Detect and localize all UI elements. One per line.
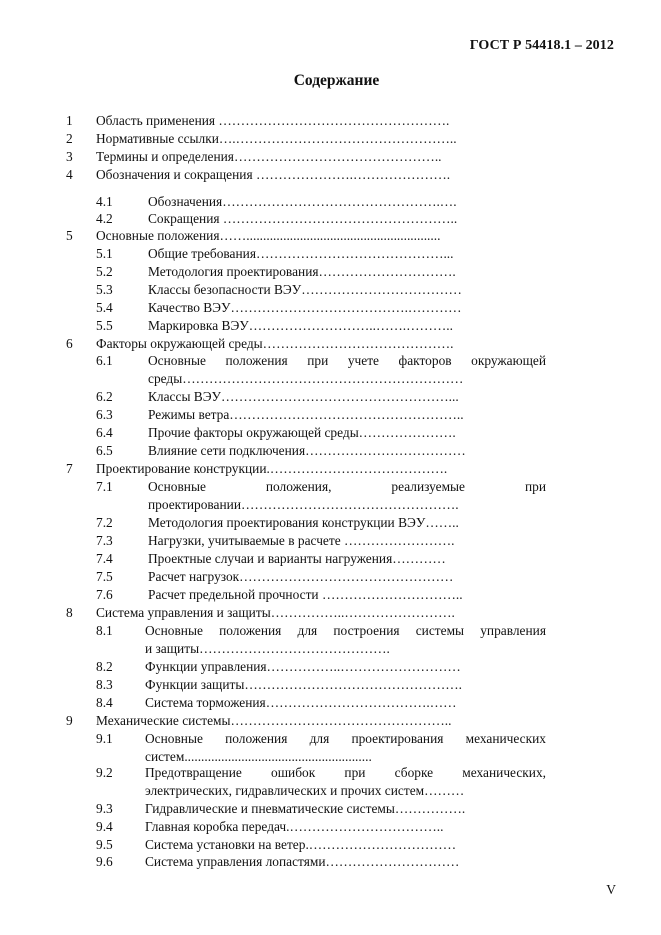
toc-entry-number: 7 <box>66 461 73 476</box>
toc-entry-title: Проектные случаи и варианты нагружения………… <box>148 551 446 566</box>
toc-entry-number: 6.3 <box>96 407 113 422</box>
toc-entry-title: Сокращения …………………………………………….. <box>148 211 458 226</box>
toc-entry-number: 7.2 <box>96 515 113 530</box>
toc-entry-title: Режимы ветра…………………………………………….. <box>148 407 464 422</box>
toc-entry-number: 5.5 <box>96 318 113 333</box>
toc-entry-title: Проектирование конструкции.…………………………………. <box>96 461 448 476</box>
toc-entry-number: 9.3 <box>96 801 113 816</box>
toc-entry-title: Функции управления……………..……………………… <box>145 659 461 674</box>
page-number: V <box>606 882 616 897</box>
toc-entry-number: 9.4 <box>96 819 113 834</box>
toc-entry-title: Методология проектирования…………………………. <box>148 264 456 279</box>
toc-entry-title: Классы ВЭУ……………………………………………... <box>148 389 459 404</box>
toc-entry-title-continued: и защиты……………………………………. <box>145 641 390 656</box>
toc-entry-title-continued: систем........................................................ <box>145 749 372 764</box>
toc-entry-title: Факторы окружающей среды……………………………………. <box>96 336 454 351</box>
toc-entry-number: 6.4 <box>96 425 113 440</box>
toc-entry-number: 7.3 <box>96 533 113 548</box>
toc-entry-title: Маркировка ВЭУ………………………..…….……….. <box>148 318 453 333</box>
toc-entry-number: 9.2 <box>96 765 113 780</box>
toc-entry-number: 1 <box>66 113 73 128</box>
toc-entry-number: 5.4 <box>96 300 113 315</box>
toc-entry-number: 7.6 <box>96 587 113 602</box>
toc-entry-number: 6.2 <box>96 389 113 404</box>
toc-entry-title: Механические системы………………………………………….. <box>96 713 452 728</box>
toc-entry-title: Обозначения и сокращения ………………….…………………. <box>96 167 451 182</box>
toc-entry-number: 8.2 <box>96 659 113 674</box>
toc-entry-number: 8.1 <box>96 623 113 638</box>
toc-entry-title: Общие требования……………………………………... <box>148 246 454 261</box>
toc-entry-number: 4.2 <box>96 211 113 226</box>
toc-entry-title: Область применения ……………………………………………. <box>96 113 450 128</box>
toc-entry-title: Нормативные ссылки….………………………………………….. <box>96 131 457 146</box>
toc-entry-title: Основные положения, реализуемые при <box>148 479 546 494</box>
toc-entry-number: 7.4 <box>96 551 113 566</box>
toc-entry-number: 8.4 <box>96 695 113 710</box>
toc-entry-title: Классы безопасности ВЭУ……………………………… <box>148 282 462 297</box>
toc-entry-title: Влияние сети подключения……………………………… <box>148 443 466 458</box>
toc-entry-number: 5.3 <box>96 282 113 297</box>
toc-entry-number: 5.1 <box>96 246 113 261</box>
toc-entry-number: 6.5 <box>96 443 113 458</box>
toc-entry-title: Основные положения…….......................................................... <box>96 228 441 243</box>
toc-entry-title: Расчет предельной прочности ………………………….. <box>148 587 463 602</box>
page-title: Содержание <box>293 72 380 89</box>
toc-entry-title: Система торможения……………………………….…… <box>145 695 457 710</box>
toc-entry-title: Методология проектирования конструкции ВЭУ…….. <box>148 515 459 530</box>
toc-entry-number: 5.2 <box>96 264 113 279</box>
toc-entry-title: Нагрузки, учитываемые в расчете ……………………. <box>148 533 455 548</box>
toc-entry-number: 9.5 <box>96 837 113 852</box>
toc-entry-title: Система управления и защиты……………..……………………. <box>96 605 455 620</box>
toc-entry-number: 2 <box>66 131 73 146</box>
toc-entry-title: Главная коробка передач.…………………………….. <box>145 819 444 834</box>
toc-entry-title-continued: проектировании…………………………………………. <box>148 497 459 512</box>
toc-entry-number: 3 <box>66 149 73 164</box>
toc-entry-number: 5 <box>66 228 73 243</box>
toc-entry-title: Функции защиты…………………………………………. <box>145 677 462 692</box>
toc-entry-number: 6 <box>66 336 73 351</box>
toc-entry-number: 8 <box>66 605 73 620</box>
toc-entry-number: 7.1 <box>96 479 113 494</box>
document-header: ГОСТ Р 54418.1 – 2012 <box>469 38 614 53</box>
toc-entry-number: 4.1 <box>96 194 113 209</box>
toc-entry-title: Предотвращение ошибок при сборке механических, <box>145 765 546 780</box>
toc-entry-title: Основные положения при учете факторов окружающей <box>148 353 546 368</box>
toc-entry-number: 9 <box>66 713 73 728</box>
toc-entry-title-continued: электрических, гидравлических и прочих систем……… <box>145 783 465 798</box>
toc-entry-title: Основные положения для проектирования механических <box>145 731 546 746</box>
toc-entry-title: Прочие факторы окружающей среды…………………. <box>148 425 456 440</box>
toc-entry-number: 7.5 <box>96 569 113 584</box>
toc-entry-title: Гидравлические и пневматические системы……………. <box>145 801 466 816</box>
toc-entry-number: 9.6 <box>96 854 113 869</box>
toc-entry-title: Обозначения………………………………………….…. <box>148 194 457 209</box>
toc-entry-title: Система управления лопастями………………………… <box>145 854 460 869</box>
toc-entry-title: Система установки на ветер.…………………………… <box>145 837 457 852</box>
toc-entry-number: 9.1 <box>96 731 113 746</box>
toc-entry-title: Термины и определения……………………………………….. <box>96 149 442 164</box>
toc-entry-number: 6.1 <box>96 353 113 368</box>
toc-entry-title: Основные положения для построения системы управления <box>145 623 546 638</box>
toc-entry-title-continued: среды……………………………………………………… <box>148 371 464 386</box>
toc-entry-number: 8.3 <box>96 677 113 692</box>
toc-entry-title: Качество ВЭУ………………………………….………… <box>148 300 462 315</box>
toc-entry-number: 4 <box>66 167 73 182</box>
toc-entry-title: Расчет нагрузок………………………………………… <box>148 569 454 584</box>
